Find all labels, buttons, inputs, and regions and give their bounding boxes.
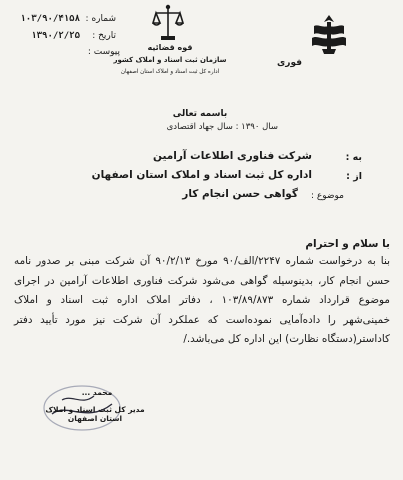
number-label: شماره : <box>85 14 116 24</box>
signatory-title: مدیر کل ثبت اسناد و املاک استان اصفهان <box>45 405 145 423</box>
signatory-name: محمد ... <box>81 388 113 397</box>
org-name: سازمان ثبت اسناد و املاک کشور <box>113 56 227 64</box>
body-paragraph <box>14 252 390 350</box>
greeting: با سلام و احترام <box>305 238 390 250</box>
salutation-title: باسمه تعالی <box>172 109 228 119</box>
year-motto: سال ۱۳۹۰ : سال جهاد اقتصادی <box>166 122 278 132</box>
subject-value: گواهی حسن انجام کار <box>182 188 298 200</box>
registry-logo-icon <box>308 12 350 56</box>
number-value: ۱۰۳/۹۰/۴۱۵۸ <box>20 14 80 24</box>
to-label: به : <box>345 152 362 163</box>
date-value: ۱۳۹۰/۲/۲۵ <box>31 31 80 41</box>
urgency-label: فوری <box>277 58 302 68</box>
from-value: اداره کل ثبت اسناد و املاک استان اصفهان <box>91 169 312 181</box>
org-office: اداره کل ثبت اسناد و املاک استان اصفهان <box>120 69 220 75</box>
body-line: خمینی‌شهر را دادە‌آمایی نموده‌است که عملکرد آن شرکت نیز مورد تأیید دفتر <box>14 313 390 326</box>
body-line: کاداستر(دستگاه نظارت) این اداره کل می‌باشد./ <box>183 333 390 345</box>
judiciary-scales-icon <box>152 4 184 42</box>
body-line: بنا به درخواست شماره ۲۲۴۷/الف/۹۰ مورخ ۹۰/۲/۱۳ آن شرکت مبنی بر صدور نامه <box>14 255 390 267</box>
body-line: موضوع قرارداد شماره ۱۰۳/۸۹/۸۷۳ ، دفاتر املاک اداره ثبت اسناد و املاک <box>14 294 390 306</box>
date-label: تاریخ : <box>92 31 116 41</box>
attachment-label: پیوست : <box>87 47 120 57</box>
body-line: حسن انجام کار، بدینوسیله گواهی می‌شود شرکت فناوری اطلاعات آرامین در اجرای <box>14 274 390 287</box>
from-label: از : <box>346 171 362 182</box>
org-judiciary: قوه قضائیه <box>147 43 193 52</box>
to-value: شرکت فناوری اطلاعات آرامین <box>153 150 312 162</box>
subject-label: موضوع : <box>310 191 344 201</box>
